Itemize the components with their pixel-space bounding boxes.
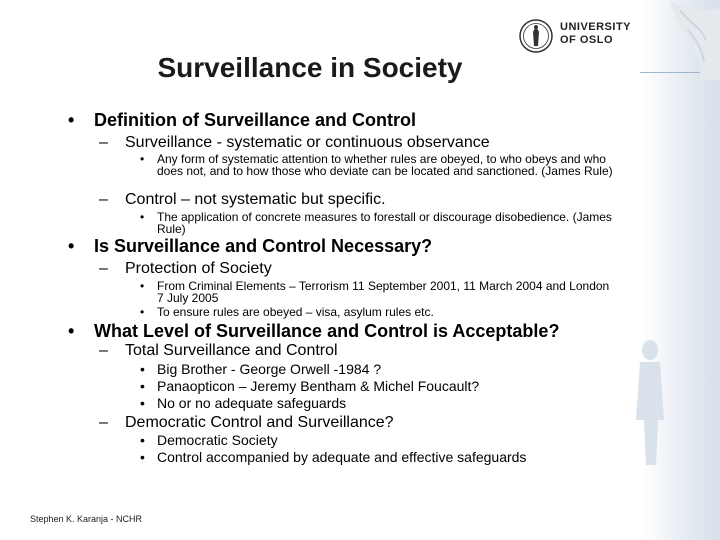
- bullet-marker: •: [68, 236, 75, 256]
- section-heading-text: Definition of Surveillance and Control: [94, 110, 417, 130]
- bullet-marker: •: [140, 152, 145, 166]
- sub-point: [99, 134, 490, 152]
- section-heading: [68, 236, 433, 257]
- sub-point-text: Total Surveillance and Control: [125, 342, 338, 359]
- detail-point: [140, 361, 382, 378]
- detail-point-text: Control accompanied by adequate and effective safeguards: [157, 449, 527, 465]
- sub-point-text: Surveillance - systematic or continuous observance: [125, 134, 490, 151]
- dash-marker: –: [99, 191, 108, 208]
- section-heading-text: Is Surveillance and Control Necessary?: [94, 236, 433, 256]
- detail-point: [140, 210, 617, 236]
- detail-point-text: The application of concrete measures to forestall or discourage disobedience. (James Rule): [157, 210, 612, 236]
- bullet-marker: •: [140, 279, 145, 293]
- detail-point-text: Big Brother - George Orwell -1984 ?: [157, 361, 382, 377]
- slide-title: Surveillance in Society: [157, 52, 463, 83]
- detail-point: [140, 432, 278, 449]
- bullet-marker: •: [68, 110, 75, 130]
- detail-point-text: Any form of systematic attention to whether rules are obeyed, to who obeys and who does not, and to how those who deviate can be located and sanctioned. (James Rule): [157, 152, 613, 178]
- bullet-marker: •: [140, 378, 145, 394]
- logo-line-2: OF OSLO: [560, 34, 613, 46]
- sub-point: [99, 342, 338, 360]
- slide-footer: Stephen K. Karanja - NCHR: [30, 514, 143, 524]
- section-heading: [68, 321, 560, 342]
- detail-point: [140, 395, 347, 412]
- bullet-marker: •: [140, 432, 145, 448]
- sub-point-text: Democratic Control and Surveillance?: [125, 414, 394, 431]
- university-logo: [518, 16, 638, 52]
- sub-point: [99, 414, 394, 432]
- sub-point: [99, 260, 272, 278]
- dash-marker: –: [99, 260, 108, 277]
- sub-point-text: Protection of Society: [125, 260, 272, 277]
- bullet-marker: •: [140, 449, 145, 465]
- detail-point-text: No or no adequate safeguards: [157, 395, 347, 411]
- bullet-marker: •: [140, 305, 145, 319]
- logo-line-1: UNIVERSITY: [560, 21, 632, 33]
- detail-point-text: To ensure rules are obeyed – visa, asylum rules etc.: [157, 305, 434, 319]
- section-heading-text: What Level of Surveillance and Control is Acceptable?: [94, 321, 560, 341]
- detail-point-text: Panaopticon – Jeremy Bentham & Michel Foucault?: [157, 378, 480, 394]
- detail-point: [140, 279, 617, 305]
- statue-head-icon: [630, 0, 720, 80]
- sub-point: [99, 191, 386, 209]
- bullet-marker: •: [140, 361, 145, 377]
- detail-point: [140, 305, 617, 319]
- bullet-marker: •: [140, 210, 145, 224]
- dash-marker: –: [99, 134, 108, 151]
- bullet-marker: •: [140, 395, 145, 411]
- detail-point: [140, 449, 527, 466]
- university-seal-icon: [518, 18, 554, 54]
- dash-marker: –: [99, 342, 108, 359]
- sub-point-text: Control – not systematic but specific.: [125, 191, 386, 208]
- section-heading: [68, 110, 417, 131]
- detail-point-text: Democratic Society: [157, 432, 278, 448]
- detail-point: [140, 378, 480, 395]
- bullet-marker: •: [68, 321, 75, 341]
- detail-point: [140, 152, 617, 178]
- detail-point-text: From Criminal Elements – Terrorism 11 September 2001, 11 March 2004 and London 7 July 2005: [157, 279, 610, 305]
- standing-figure-icon: [620, 330, 680, 470]
- dash-marker: –: [99, 414, 108, 431]
